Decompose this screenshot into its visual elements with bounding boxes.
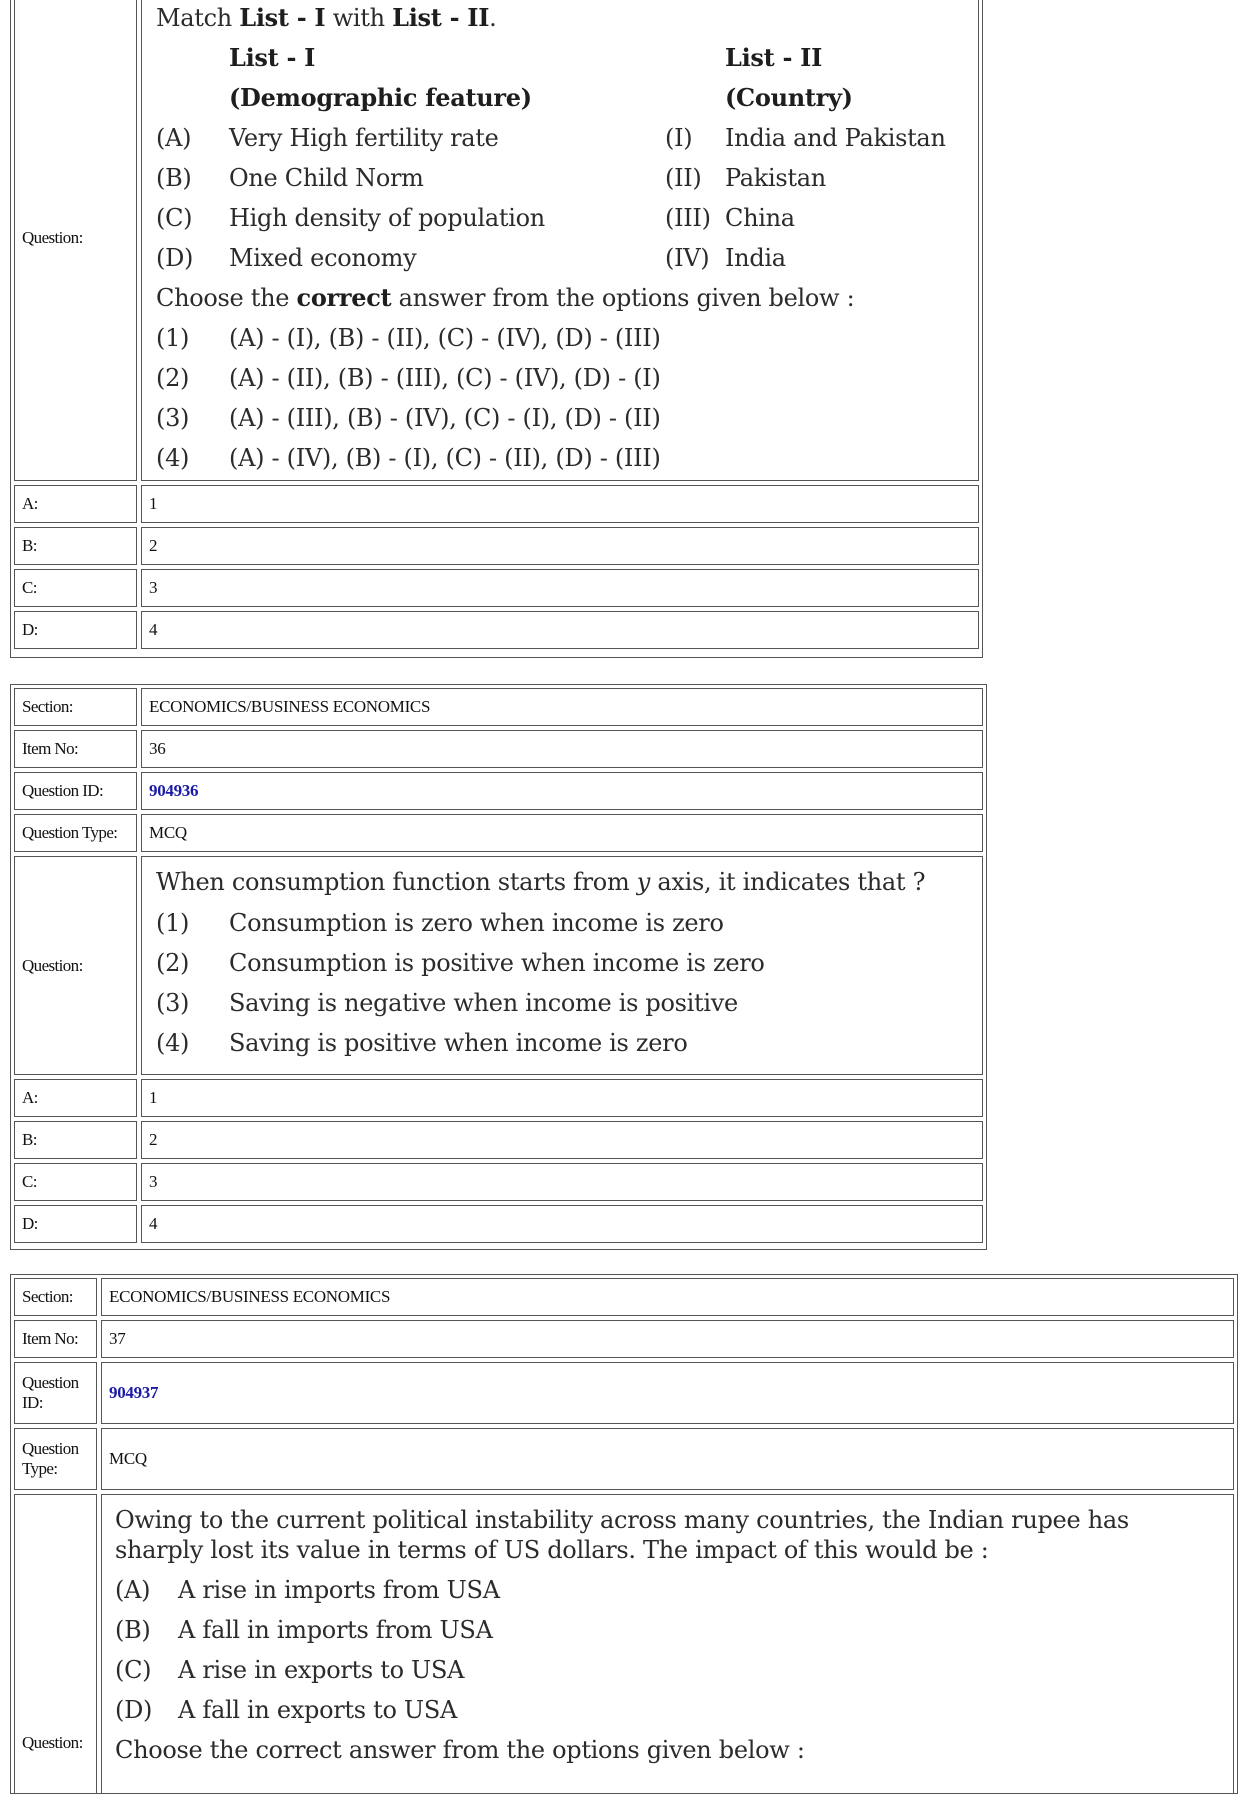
- option-number: (2): [156, 364, 190, 392]
- list-2-heading: List - II: [725, 43, 823, 72]
- question-stem-line: Owing to the current political instability across many countries, the Indian rupee has: [115, 1506, 1129, 1534]
- option-number: (4): [156, 1029, 190, 1057]
- question-id-label: Question ID:: [14, 772, 137, 810]
- option-text: A fall in exports to USA: [178, 1696, 458, 1724]
- option-number: (D): [115, 1696, 153, 1724]
- match-row-label: (B): [156, 164, 192, 192]
- option-text: Consumption is positive when income is zero: [229, 949, 765, 977]
- item-no-label: Item No:: [14, 730, 137, 768]
- answer-c-value: 3: [141, 569, 979, 607]
- answer-c-value: 3: [141, 1163, 983, 1201]
- match-row-label: (D): [156, 244, 194, 272]
- answer-a-label: A:: [14, 1079, 137, 1117]
- question-type-label: [14, 1428, 97, 1490]
- section-value: ECONOMICS/BUSINESS ECONOMICS: [141, 688, 983, 726]
- question-content: [141, 856, 983, 1075]
- option-text: (A) - (II), (B) - (III), (C) - (IV), (D) - (I): [229, 364, 661, 392]
- question-type-label: Question Type:: [14, 814, 137, 852]
- answer-a-value: 1: [141, 1079, 983, 1117]
- option-number: (2): [156, 949, 190, 977]
- answer-b-label: B:: [14, 1121, 137, 1159]
- question-type-label-line: Question: [22, 1439, 79, 1458]
- section-label: Section:: [14, 1278, 97, 1316]
- option-text: Saving is positive when income is zero: [229, 1029, 688, 1057]
- choose-instruction: Choose the correct answer from the options given below :: [115, 1736, 805, 1764]
- question-id-label: [14, 1362, 97, 1424]
- match-row-feature: Very High fertility rate: [229, 124, 499, 152]
- question-stem-line: sharply lost its value in terms of US dollars. The impact of this would be :: [115, 1536, 989, 1564]
- option-text: (A) - (III), (B) - (IV), (C) - (I), (D) - (II): [229, 404, 661, 432]
- question-label: [14, 1494, 97, 1794]
- list-1-subheading: (Demographic feature): [229, 83, 532, 112]
- option-text: A rise in imports from USA: [178, 1576, 500, 1604]
- question-label: Question:: [14, 856, 137, 1075]
- question-label: Question:: [14, 0, 137, 481]
- option-text: (A) - (IV), (B) - (I), (C) - (II), (D) - (III): [229, 444, 661, 472]
- question-type-value: MCQ: [101, 1428, 1234, 1490]
- match-row-country: India and Pakistan: [725, 124, 946, 152]
- answer-c-label: C:: [14, 1163, 137, 1201]
- choose-instruction: Choose the correct answer from the options given below :: [156, 283, 855, 312]
- question-id-label-line: Question: [22, 1373, 79, 1392]
- question-id-value: 904936: [141, 772, 983, 810]
- question-stem: When consumption function starts from y axis, it indicates that ?: [156, 868, 926, 896]
- match-row-label: (A): [156, 124, 192, 152]
- question-id-value: 904937: [101, 1362, 1234, 1424]
- item-no-value: 36: [141, 730, 983, 768]
- option-number: (A): [115, 1576, 151, 1604]
- option-text: (A) - (I), (B) - (II), (C) - (IV), (D) - (III): [229, 324, 661, 352]
- question-content: [101, 1494, 1234, 1794]
- answer-c-label: C:: [14, 569, 137, 607]
- match-row-numeral: (IV): [665, 244, 710, 272]
- answer-b-value: 2: [141, 1121, 983, 1159]
- match-row-country: Pakistan: [725, 164, 826, 192]
- question-block-36: [10, 684, 987, 1250]
- match-row-numeral: (III): [665, 204, 711, 232]
- question-content: [141, 0, 979, 481]
- answer-a-label: A:: [14, 485, 137, 523]
- match-row-feature: One Child Norm: [229, 164, 424, 192]
- option-text: A rise in exports to USA: [178, 1656, 465, 1684]
- match-instruction: Match List - I with List - II.: [156, 3, 497, 32]
- question-type-label-line: Type:: [22, 1459, 58, 1478]
- match-row-country: India: [725, 244, 786, 272]
- match-row-numeral: (I): [665, 124, 693, 152]
- answer-a-value: 1: [141, 485, 979, 523]
- option-number: (1): [156, 909, 190, 937]
- item-no-label: Item No:: [14, 1320, 97, 1358]
- item-no-value: 37: [101, 1320, 1234, 1358]
- option-number: (3): [156, 404, 190, 432]
- match-row-feature: High density of population: [229, 204, 545, 232]
- list-2-subheading: (Country): [725, 83, 853, 112]
- match-row-feature: Mixed economy: [229, 244, 417, 272]
- question-label-text: Question:: [22, 1733, 83, 1752]
- question-block-37: [10, 1274, 1238, 1794]
- match-row-country: China: [725, 204, 795, 232]
- question-type-value: MCQ: [141, 814, 983, 852]
- option-text: Saving is negative when income is positive: [229, 989, 738, 1017]
- option-number: (3): [156, 989, 190, 1017]
- answer-d-value: 4: [141, 1205, 983, 1243]
- question-block-35: [10, 0, 983, 658]
- section-label: Section:: [14, 688, 137, 726]
- option-number: (B): [115, 1616, 151, 1644]
- match-row-label: (C): [156, 204, 193, 232]
- option-number: (4): [156, 444, 190, 472]
- option-text: Consumption is zero when income is zero: [229, 909, 724, 937]
- list-1-heading: List - I: [229, 43, 316, 72]
- answer-d-value: 4: [141, 611, 979, 649]
- answer-b-value: 2: [141, 527, 979, 565]
- section-value: ECONOMICS/BUSINESS ECONOMICS: [101, 1278, 1234, 1316]
- match-row-numeral: (II): [665, 164, 702, 192]
- option-number: (C): [115, 1656, 152, 1684]
- answer-d-label: D:: [14, 611, 137, 649]
- answer-d-label: D:: [14, 1205, 137, 1243]
- answer-b-label: B:: [14, 527, 137, 565]
- option-text: A fall in imports from USA: [178, 1616, 493, 1644]
- option-number: (1): [156, 324, 190, 352]
- question-id-label-line: ID:: [22, 1393, 43, 1412]
